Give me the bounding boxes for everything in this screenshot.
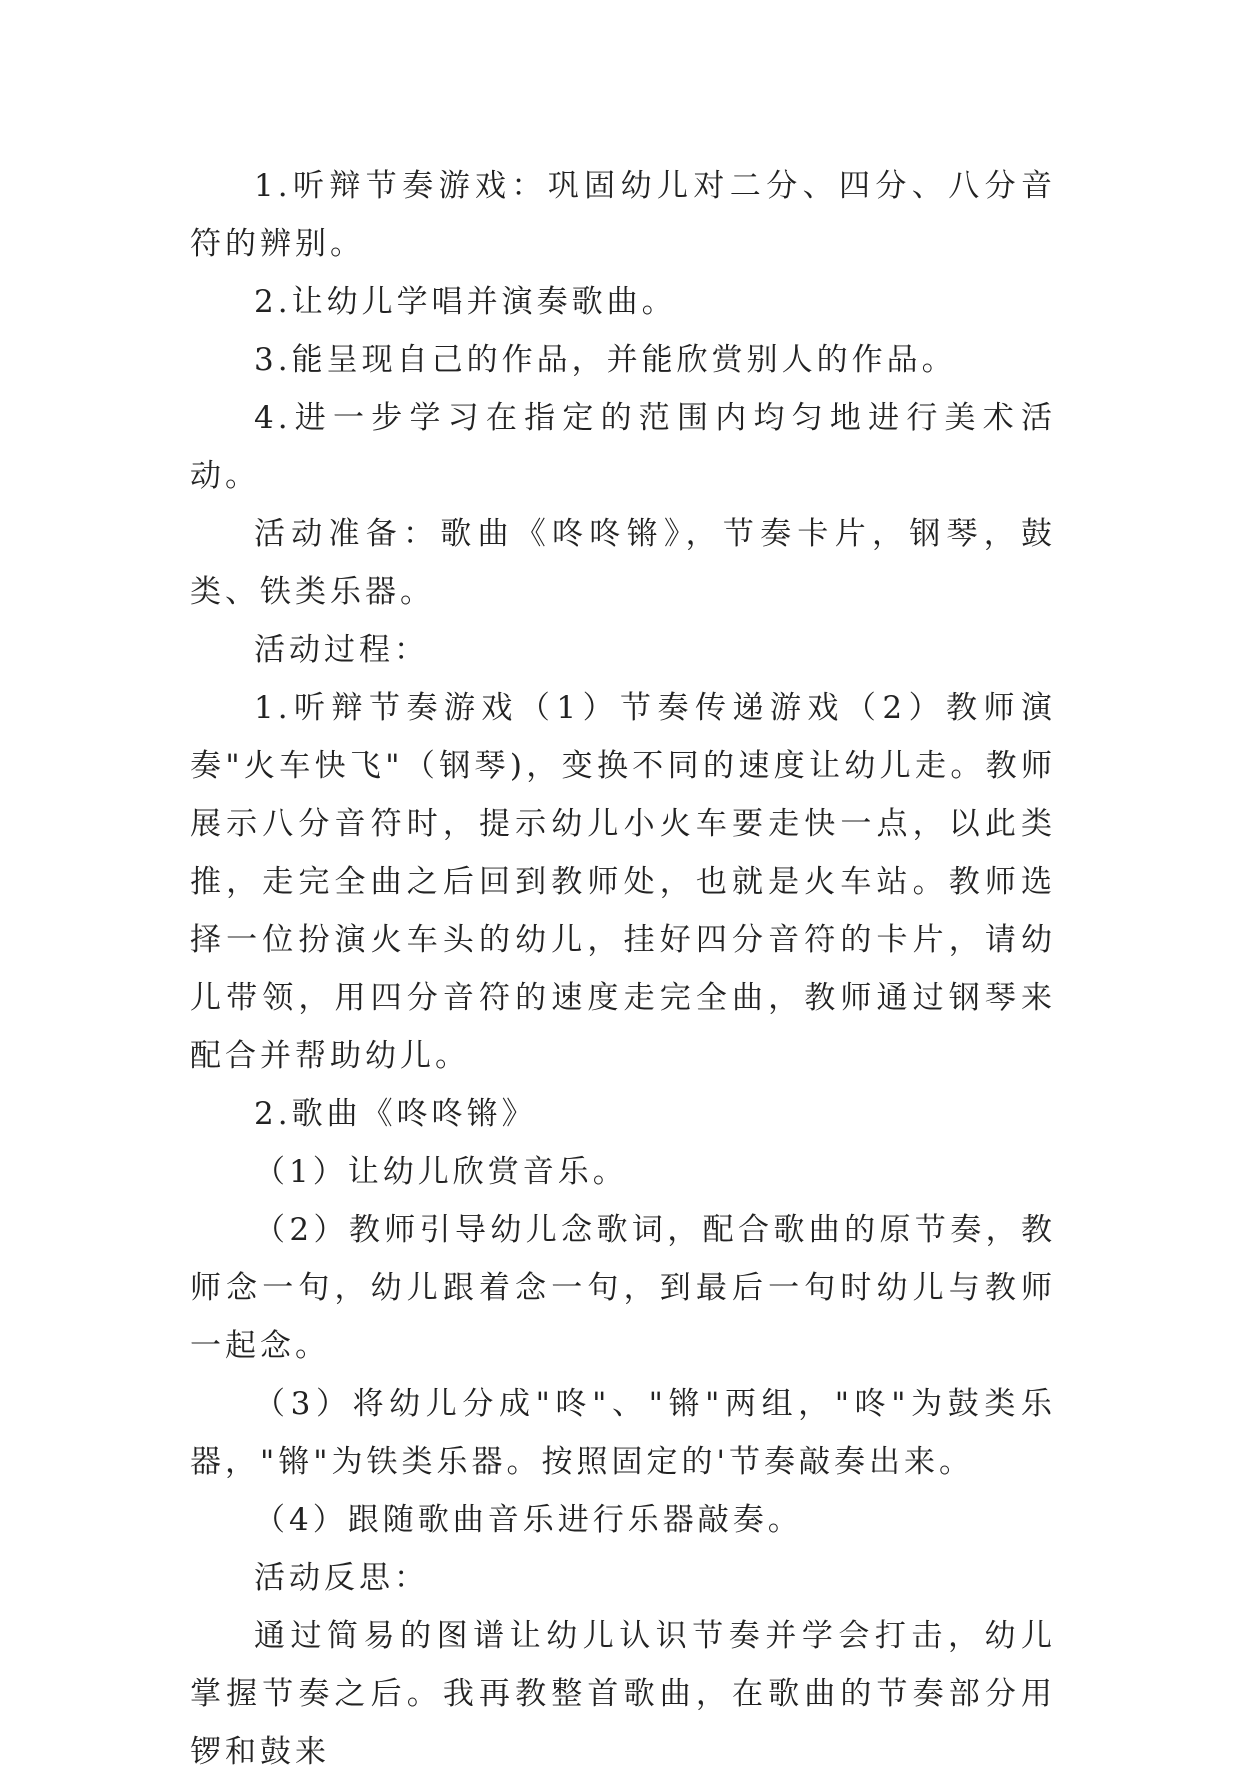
- section-heading: 活动过程：: [254, 632, 429, 668]
- paragraph: （2）教师引导幼儿念歌词，配合歌曲的原节奏，教师念一句，幼儿跟着念一句，到最后一句时幼儿与教师一起念。: [190, 1212, 1056, 1364]
- paragraph: （3）将幼儿分成"咚"、"锵"两组，"咚"为鼓类乐器，"锵"为铁类乐器。按照固定的'节奏敲奏出来。: [190, 1386, 1056, 1480]
- paragraph: 活动准备：歌曲《咚咚锵》，节奏卡片，钢琴，鼓类、铁类乐器。: [190, 516, 1056, 610]
- paragraph: 3.能呈现自己的作品，并能欣赏别人的作品。: [254, 342, 957, 378]
- section-heading: 活动反思：: [254, 1560, 429, 1596]
- paragraph: 2.让幼儿学唱并演奏歌曲。: [254, 284, 677, 320]
- paragraph: 4.进一步学习在指定的范围内均匀地进行美术活动。: [190, 400, 1056, 494]
- paragraph: 1.听辩节奏游戏：巩固幼儿对二分、四分、八分音符的辨别。: [190, 168, 1056, 262]
- paragraph: 通过简易的图谱让幼儿认识节奏并学会打击，幼儿掌握节奏之后。我再教整首歌曲，在歌曲的节奏部分用锣和鼓来: [190, 1618, 1056, 1770]
- paragraph: 2.歌曲《咚咚锵》: [254, 1096, 537, 1132]
- paragraph: （1）让幼儿欣赏音乐。: [254, 1154, 628, 1190]
- paragraph: 1.听辩节奏游戏（1）节奏传递游戏（2）教师演奏"火车快飞"（钢琴)，变换不同的速度让幼儿走。教师展示八分音符时，提示幼儿小火车要走快一点，以此类推，走完全曲之后回到教师处，也就是火车站。教师选择一位扮演火车头的幼儿，挂好四分音符的卡片，请幼儿带领，用四分音符的速度走完全曲，教师通过钢琴来配合并帮助幼儿。: [190, 690, 1056, 1074]
- paragraph: （4）跟随歌曲音乐进行乐器敲奏。: [254, 1502, 803, 1538]
- document-body: [190, 157, 1056, 1781]
